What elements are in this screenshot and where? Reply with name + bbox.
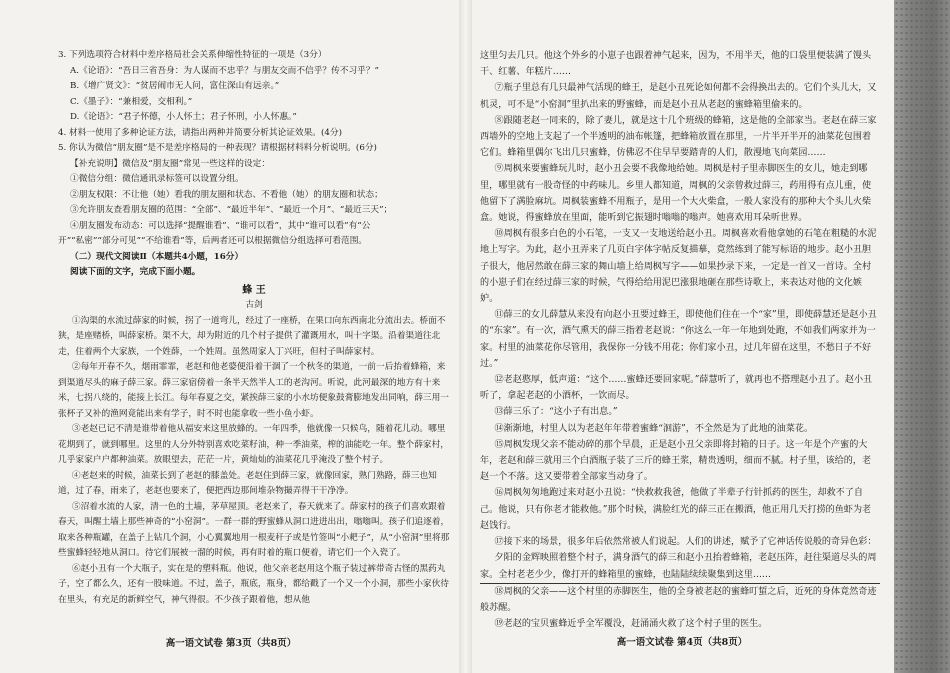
scanner-edge [894, 0, 950, 673]
supplement-item: ④朋友圈发布动态：可以选择“提醒谁看”、“谁可以看”，其中“谁可以看”有“公 [70, 220, 371, 231]
story-paragraph: ④老赵来的时候，油菜长到了老赵的膝盖处。老赵住到薛三家，就像回家，熟门熟路，薛三也知道，过了春，雨来了，老赵也要来了，便把西边那间堆杂物撮弄得干干净净。 [58, 470, 437, 496]
story-paragraph: ⑩周枫有很多白色的小石笔，一支又一支地送给赵小丑。周枫喜欢看他拿她的石笔在粗糙的水泥地上写字。为此，赵小丑弄来了几页白字体字帖反复描摹，竟然练到了能写标语的地步。赵小丑胆子很大，他居然敢在薛三家的舞山墙上给周枫写字——如果抄录下来，一定是一首又一首诗。全村的小崽子们在经过薛三家的时候，气得给给用泥巴涨狠地砸在那些诗歌上，来表达对他的文化嫉妒。 [480, 229, 877, 305]
question-4: 4. 材料一使用了多种论证方法，请指出两种并简要分析其论证效果。(4分) [58, 127, 342, 138]
underlined-passage: 夕阳的金辉映照着整个村子，满身酒气的薛三和赵小丑抬着蜂箱，老赵压阵，赶往渠道尽头的周家。全村老老少少，像打开的蜂箱里的蜜蜂，也陆陆续续聚集到这里…… [480, 550, 880, 583]
story-paragraph: ⑦瓶子里总有几只最神气活现的蜂王，是赵小丑死论如何都不会得换出去的。它们个头儿大，又机灵，可不是“小窑洞”里扒出来的野蜜蜂，而是赵小丑从老赵的蜜蜂箱里偷来的。 [480, 83, 877, 110]
supplement-item: ①微信分组：微信通讯录标签可以设置分组。 [70, 174, 244, 184]
story-paragraph: ②每年开春不久，烟雨霏霏，老赵和他老婆便沿着干涸了一个秋冬的渠道，一前一后抬着蜂箱，来到渠道尽头的麻子薛三家。薛三家宿傍着一条半天然半人工的老沟河。听说，此河最深的地方有十来米，七拐八绕的，能接上长江。每年春夏之交，紧挨薛三家的小水坊便象鼓膏膨地发出同响，薛三用一张杯子又补的渔网竟能出来有学子，时不时也能拿收一些小鱼小虾。 [58, 362, 449, 419]
story-author: 古剑 [245, 300, 263, 310]
story-paragraph: ⑨周枫来要蜜蜂玩儿时，赵小丑会要不我像地给她。周枫是村子里赤脚医生的女儿，她走到哪里，哪里就有一股奇怪的中药味儿。乡里人都知道，周枫的父亲曾救过薛三，药用得有点儿重，使他留下了满脸麻坑。周枫装蜜蜂不用瓶子，是用一个大火柴盒，一般人家没有的那种大个头儿火柴盒。她说，得蜜蜂放在里面，能听到它振翅时嗡嗡的嗡声。她喜欢用耳朵听世界。 [480, 164, 872, 224]
story-paragraph: ①沟渠的水流过薛家的时候，拐了一道弯儿，经过了一座桥，在果口向东西南北分流出去。桥面不狭，是座赌桥，叫薛家桥。渠不大，却为附近的几个村子提供了灌溉用水，叫十字渠。沿着渠道往北走，住着两个大家族，一个姓薛，一个姓周。虽然周家人丁兴旺，但村子叫薛家村。 [58, 315, 446, 357]
option-b: B.《增广贤文》：“贫居闹市无人问，富住深山有远亲。” [70, 81, 280, 91]
story-paragraph: ⑫老赵憨厚，低声道：“这个……蜜蜂还要回家呢。”薛慧听了，就再也不搭理赵小丑了。赵小丑听了，拿起老赵的小酒杯，一饮而尽。 [480, 375, 873, 402]
story-paragraph: ③老赵已记不清是谁带着他从福安来这里放蜂的。一年四季，他就像一只候鸟，随着花儿动。哪里花期到了，就到哪里。这里的人分外特别喜欢吃菜籽油，种一季油菜，榨的油能吃一年。整个薛家村，几乎家家户户都种油菜。放眼望去，茫茫一片，黄灿灿的油菜花几乎淹没了整个村子。 [58, 424, 449, 465]
story-paragraph: ⑱周枫的父亲——这个村里的赤脚医生，他的全身被老赵的蜜蜂叮蜇之后，近死的身体竟然奇迹般苏醒。 [480, 586, 877, 613]
story-paragraph: ⑯周枫匆匆地跑过来对赵小丑说：“快救救我爸，他做了半辈子行针抓药的医生，却救不了自己。他说，只有你老才能救他。”那个时候，满脸红光的薛三正在搬酒，他正用几天打捞的鱼虾为老赵饯行。 [480, 488, 872, 531]
question-3: 3. 下列选项符合材料中差序格局社会关系伸缩性特征的一项是（3分） [58, 50, 327, 60]
page-footer: 高一语文试卷 第4页（共8页） [616, 636, 748, 648]
story-paragraph: ⑤沼着水流的人家，清一色的土墙，茅草屋顶。老赵来了，春天就来了。薛家村的孩子们喜欢跟着春天，叫醒土墙上那些神奇的“小窑洞”。一群一群的野蜜蜂从洞口进进出出，嗡嗡叫。孩子们追逐着，取来各种瓶罐，在盖子上钻几个洞，小心翼翼地用一根麦秆子或是竹签叫“小耙子”，从“小窑洞”里将那些蜜蜂轻轻地从洞口。待它们展被一溜的时候，再有时着的瓶口便着，请它们一个入瓷了。 [58, 501, 450, 558]
page-footer: 高一语文试卷 第3页（共8页） [165, 637, 297, 649]
section-heading: （二）现代文阅读Ⅱ（本题共4小题，16分） [70, 251, 244, 262]
story-paragraph: ⑰接下来的场景，很多年后依然常被人们说起。人们的讲述，赋予了它神话传说般的奇异色彩： [494, 537, 877, 548]
supplement-item: 开”“私密”“部分可见”“不给谁看”等，后两者还可以根据微信分组选择可看范围。 [58, 236, 368, 246]
story-paragraph: ⑧跟随老赵一同来的，除了妻儿，就是这十几个班级的蜂箱，这是他的全部家当。老赵在薛三家西墙外的空地上支起了一个半透明的油布帐篷，把蜂箱放置在那里，一片半开半开的油菜花包围着它们。蜂箱里偶尔飞出几只蜜蜂，仿佛忍不住早早要踏青的人们，散漫地飞向菜园…… [480, 115, 877, 159]
story-title: 蜂 王 [242, 284, 266, 296]
story-paragraph: ⑥赵小丑有一个大瓶子，实在是的塑料瓶。他说，他父亲老赵用这个瓶子装过裤带奇古怪的黑药丸子，空了都么久，还有一股味道。不过，盖子，瓶底，瓶身，都给戳了一个又一个小洞，那些小家伙待在里头，有充足的新鲜空气，神气得很。不少孩子跟着他，想从他 [58, 563, 449, 605]
supplement-heading: 【补充说明】微信及“朋友圈”常见一些这样的设定： [70, 158, 271, 169]
story-paragraph: 这里匀去几只。他这个外乡的小崽子也跟着神气起来，因为，不用半天，他的口袋里便装满了馒头干、红薯、年糕片…… [480, 51, 872, 78]
story-paragraph: ⑪薛三的女儿薛慧从来没有向赵小丑要过蜂王，即使他们住在一个“家”里，即使薛慧还是赵小丑的“东家”。有一次，酒气熏天的薛三指着老赵说：“你这么一年一年地到处跑，不如我们两家并为一家。村里的油菜花你尽管用，我保你一分钱不用花；你们家小丑，过几年留在这里，不愁日子不好过。” [480, 310, 877, 369]
question-5: 5. 你认为微信“朋友圈”是不是差序格局的一种表现？请根据材料料分析说明。(6分) [58, 143, 377, 153]
option-c: C.《墨子》：“兼相爱，交相利。” [70, 96, 193, 107]
story-paragraph: ⑬薛三乐了：“这小子有出息。” [494, 407, 618, 418]
story-paragraph: ⑮周枫发现父亲不能动碎的那个早晨，正是赵小丑父亲即将封箱的日子。这一年是个产蜜的大年，老赵和薛三就用三个白酒瓶子装了三斤的蜂王浆，精贵透明，细而不腻。村子里，该给的，老赵一个不落。这又要带着全部家当动身了。 [480, 439, 872, 483]
reading-instruction: 阅读下面的文字，完成下面小题。 [70, 267, 201, 277]
story-paragraph: ⑲老赵的宝贝蜜蜂近乎全军覆没，赶涌涌火救了这个村子里的医生。 [494, 619, 768, 630]
option-d: D.《论语》：“君子怀德，小人怀土；君子怀刑，小人怀惠。” [70, 112, 297, 122]
supplement-item: ③允许朋友查看朋友圈的范围：“全部”、“最近半年”、“最近一个月”、“最近三天”； [70, 205, 393, 215]
story-paragraph: ⑭渐渐地，村里人以为老赵年年带着蜜蜂“洄游”，不全然是为了此地的油菜花。 [494, 423, 814, 434]
left-page [0, 0, 462, 673]
right-page [470, 0, 894, 673]
option-a: A.《论语》：“吾日三省吾身：为人谋而不忠乎？与朋友交而不信乎？传不习乎？” [70, 65, 379, 76]
supplement-item: ②朋友权限：不让他（她）看我的朋友圈和状态、不看他（她）的朋友圈和状态； [70, 189, 383, 200]
